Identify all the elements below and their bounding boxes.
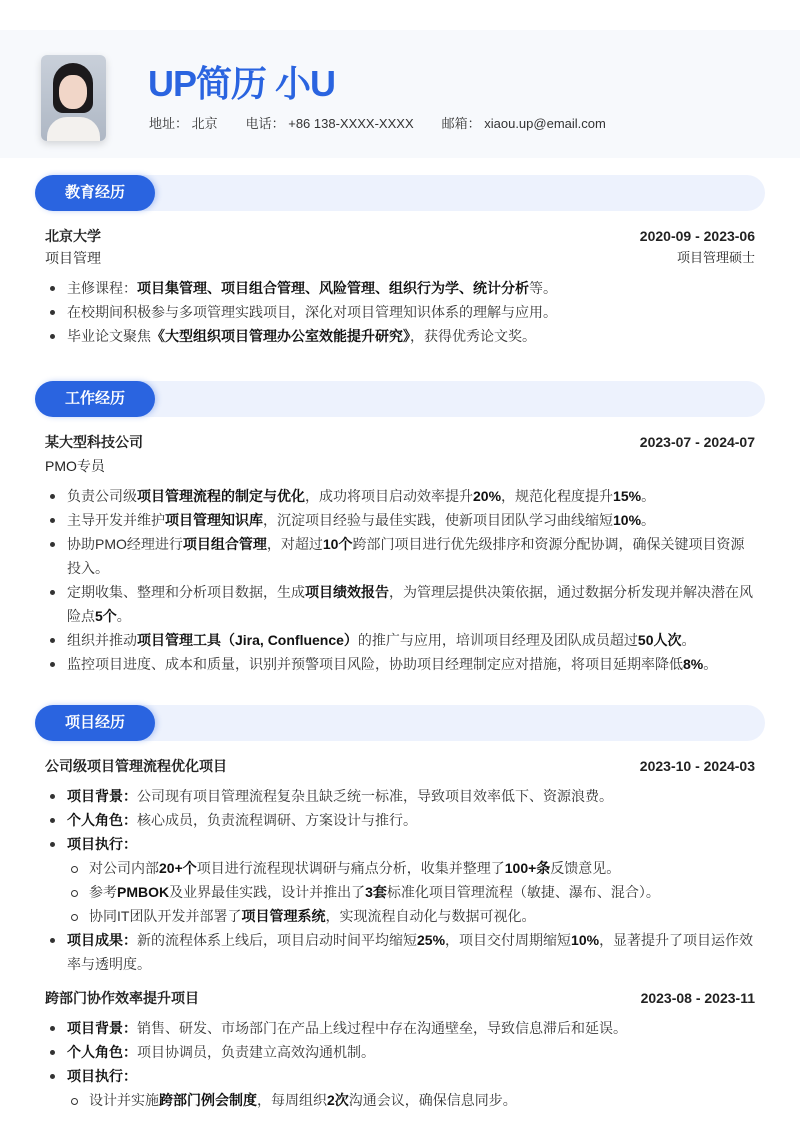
text: 负责公司级 xyxy=(67,488,137,504)
project-entry xyxy=(45,754,755,976)
bullet-item xyxy=(45,808,755,832)
section-header xyxy=(35,705,765,741)
bullet-item xyxy=(45,1064,755,1088)
text: 反馈意见。 xyxy=(550,860,621,876)
text: ，显著提升了项目运作效率与透明度。 xyxy=(67,932,754,972)
bold-text: 50人次 xyxy=(637,632,682,648)
text: ，沉淀项目经验与最佳实践，使新项目团队学习曲线缩短 xyxy=(263,512,613,528)
major: 项目管理 xyxy=(45,250,101,266)
bullet-item xyxy=(45,1088,755,1112)
section-title: 教育经历 xyxy=(35,175,155,211)
text: ，获得优秀论文奖。 xyxy=(410,328,536,344)
text: 组织并推动 xyxy=(67,632,137,648)
bold-text: 10% xyxy=(571,932,600,948)
bullet-item xyxy=(45,484,755,508)
bold-text: 5个 xyxy=(95,608,117,624)
text: ，实现流程自动化与数据可视化。 xyxy=(325,908,536,924)
text: 主导开发并维护 xyxy=(67,512,165,528)
bold-text: 项目组合管理 xyxy=(182,536,267,552)
text: ，每周组织 xyxy=(257,1092,327,1108)
text: 。 xyxy=(641,512,656,528)
text: ，成功将项目启动效率提升 xyxy=(305,488,473,504)
bullet-item xyxy=(45,300,755,324)
project-bullets xyxy=(45,784,755,976)
text: 等。 xyxy=(529,280,557,296)
project-name: 公司级项目管理流程优化项目 xyxy=(45,758,227,774)
education-section xyxy=(35,175,765,348)
text: 标准化项目管理流程（敏捷、瀑布、混合）。 xyxy=(386,884,660,900)
bold-text: 个人角色： xyxy=(67,812,137,828)
bold-text: 项目管理流程的制定与优化 xyxy=(137,488,305,504)
text: 。 xyxy=(116,608,131,624)
text: 参考 xyxy=(89,884,117,900)
section-header xyxy=(35,381,765,417)
text: 协同IT团队开发并部署了 xyxy=(89,908,242,924)
bullet-item xyxy=(45,880,755,904)
text: ，为管理层提供决策依据，通过数据分析发现并解决潜在风险点 xyxy=(67,584,753,624)
work-section xyxy=(35,381,765,676)
bullet-item xyxy=(45,928,755,976)
edu-date: 2020-09 - 2023-06 xyxy=(639,228,755,244)
bold-text: 项目背景： xyxy=(67,788,137,804)
resume-header xyxy=(0,30,800,158)
bold-text: 10% xyxy=(613,512,642,528)
bold-text: 8% xyxy=(683,656,704,672)
project-bullets xyxy=(45,1016,755,1112)
bold-text: 项目管理系统 xyxy=(241,908,326,924)
project-date: 2023-10 - 2024-03 xyxy=(639,758,755,774)
bold-text: 《大型组织项目管理办公室效能提升研究》 xyxy=(151,328,410,344)
bullet-item xyxy=(45,276,755,300)
text: 。 xyxy=(703,656,718,672)
bullet-item xyxy=(45,508,755,532)
text: 主修课程： xyxy=(67,280,137,296)
email: 邮箱： xiaou.up@email.com xyxy=(441,116,606,131)
project-entry xyxy=(45,986,755,1112)
bold-text: 项目管理知识库 xyxy=(165,512,263,528)
bold-text: 25% xyxy=(417,932,446,948)
text: 跨部门项目进行优先级排序和资源分配协调，确保关键项目资源投入。 xyxy=(67,536,745,576)
contact-info xyxy=(149,113,606,132)
text: 核心成员，负责流程调研、方案设计与推行。 xyxy=(137,812,417,828)
text: 的推广与应用，培训项目经理及团队成员超过 xyxy=(357,632,638,648)
bullet-item xyxy=(45,1016,755,1040)
bullet-item xyxy=(45,324,755,348)
phone: 电话： +86 138-XXXX-XXXX xyxy=(245,116,414,131)
text: 在校期间积极参与多项管理实践项目，深化对项目管理知识体系的理解与应用。 xyxy=(67,304,557,320)
text: 。 xyxy=(681,632,696,648)
text: 。 xyxy=(641,488,656,504)
bullet-item xyxy=(45,580,755,628)
text: 监控项目进度、成本和质量，识别并预警项目风险，协助项目经理制定应对措施，将项目延期率降低 xyxy=(67,656,683,672)
section-title: 项目经历 xyxy=(35,705,155,741)
text: 对公司内部 xyxy=(89,860,159,876)
bold-text: 10个 xyxy=(322,536,353,552)
project-name: 跨部门协作效率提升项目 xyxy=(45,990,199,1006)
bold-text: 3套 xyxy=(365,884,387,900)
project-date: 2023-08 - 2023-11 xyxy=(640,990,755,1006)
bullet-item xyxy=(45,652,755,676)
edu-bullets xyxy=(45,276,755,348)
bullet-item xyxy=(45,832,755,856)
text: 项目进行流程现状调研与痛点分析，收集并整理了 xyxy=(196,860,505,876)
bullet-item xyxy=(45,532,755,580)
section-header xyxy=(35,175,765,211)
bold-text: 跨部门例会制度 xyxy=(159,1092,257,1108)
text: ，规范化程度提升 xyxy=(501,488,614,504)
profile-photo xyxy=(41,55,106,141)
candidate-name: UP简历 小U xyxy=(148,63,336,104)
section-title: 工作经历 xyxy=(35,381,155,417)
bullet-item xyxy=(45,856,755,880)
bold-text: 2次 xyxy=(327,1092,349,1108)
text: 沟通会议，确保信息同步。 xyxy=(348,1092,517,1108)
school-name: 北京大学 xyxy=(45,228,101,244)
bold-text: 项目管理工具（Jira, Confluence） xyxy=(137,632,358,648)
bold-text: 20+个 xyxy=(159,860,197,876)
text: 定期收集、整理和分析项目数据，生成 xyxy=(67,584,305,600)
bold-text: 项目绩效报告 xyxy=(305,584,389,600)
bullet-item xyxy=(45,784,755,808)
address: 地址： 北京 xyxy=(149,116,218,131)
project-section xyxy=(35,705,765,1112)
text: ，对超过 xyxy=(266,536,323,552)
bold-text: 项目执行： xyxy=(67,836,137,852)
bullet-item xyxy=(45,1040,755,1064)
degree: 项目管理硕士 xyxy=(676,250,755,265)
bold-text: 15% xyxy=(613,488,642,504)
work-bullets xyxy=(45,484,755,676)
work-date: 2023-07 - 2024-07 xyxy=(639,434,755,450)
text: 公司现有项目管理流程复杂且缺乏统一标准，导致项目效率低下、资源浪费。 xyxy=(137,788,613,804)
bold-text: 100+条 xyxy=(504,860,551,876)
company-name: 某大型科技公司 xyxy=(45,434,143,450)
bold-text: 项目背景： xyxy=(67,1020,137,1036)
text: 毕业论文聚焦 xyxy=(67,328,151,344)
text: ，项目交付周期缩短 xyxy=(445,932,572,948)
text: 及业界最佳实践，设计并推出了 xyxy=(169,884,366,900)
bold-text: 项目集管理、项目组合管理、风险管理、组织行为学、统计分析 xyxy=(137,280,529,296)
text: 协助PMO经理进行 xyxy=(67,536,183,552)
text: 项目协调员，负责建立高效沟通机制。 xyxy=(137,1044,375,1060)
bold-text: PMBOK xyxy=(117,884,170,900)
text: 设计并实施 xyxy=(89,1092,159,1108)
text: 销售、研发、市场部门在产品上线过程中存在沟通壁垒，导致信息滞后和延误。 xyxy=(137,1020,627,1036)
job-role: PMO专员 xyxy=(45,458,105,474)
text: 新的流程体系上线后，项目启动时间平均缩短 xyxy=(137,932,417,948)
bullet-item xyxy=(45,904,755,928)
bold-text: 个人角色： xyxy=(67,1044,137,1060)
bold-text: 项目执行： xyxy=(67,1068,137,1084)
bold-text: 项目成果： xyxy=(67,932,137,948)
bold-text: 20% xyxy=(473,488,502,504)
bullet-item xyxy=(45,628,755,652)
